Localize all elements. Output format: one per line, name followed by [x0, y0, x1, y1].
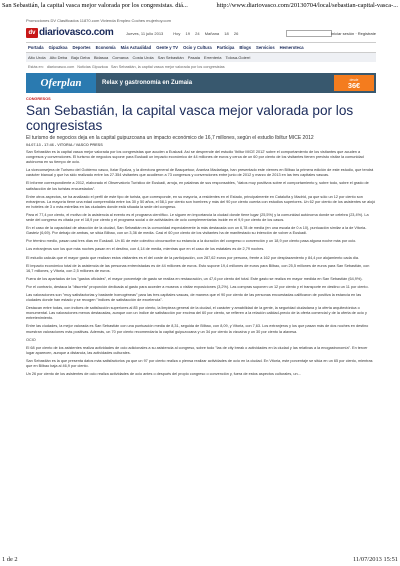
article-paragraph: El informe correspondiente a 2012, elaborado el Observatorio Turístico de Euskadi, arroja, en palabras de sus responsables, "datos muy positivos sobre el comportamiento y, sobre todo, sobre el grado de satisfacción de los turistas encuestados". — [26, 181, 369, 191]
nav-item-deportes[interactable]: Deportes — [72, 45, 91, 50]
nav-item-ocio-cultura[interactable]: Ocio y Cultura — [183, 45, 212, 50]
subnav-item[interactable]: Alto Urola — [28, 55, 46, 60]
article-lead: El turismo de negocios deja en la capital guipuzcoana un impacto económico de 16,7 millones, según el estudio Ibiltur MICE 2012 — [26, 135, 314, 141]
weather-tomorrow-min: 18 — [224, 31, 229, 36]
breadcrumb-prefix: Estás en: — [28, 65, 44, 69]
nav-item-gente-tv[interactable]: Gente y TV — [156, 45, 179, 50]
breadcrumb-current: San Sebastián, la capital vasca mejor valorada por los congresistas — [110, 65, 225, 69]
search-input[interactable] — [286, 30, 332, 37]
article-dateline: 04.07.13 - 17:46 - VITORIA / VASCO PRESS — [26, 143, 103, 147]
oferplan-logo: Oferplan — [26, 73, 96, 93]
article-body — [26, 150, 376, 377]
breadcrumb-item[interactable]: diariovasco.com — [46, 65, 75, 69]
current-date: Jueves, 11 julio 2013 — [126, 31, 164, 36]
article-paragraph: Para el 77,4 por ciento, el motivo de la asistencia al evento es el programa científico. Le siguen en importancia la ciudad donde tiene lugar (25,5%) y la comunidad autónoma donde se celebra (23,4%). La sede del congreso es citada por el 18,9 por ciento y el programa social o de actividades de ocio complementarias incide en el 9,9 por ciento de los casos. — [26, 212, 369, 223]
site-logo[interactable] — [26, 27, 113, 38]
article-paragraph: Destacan entre todas, con índices de satisfacción superiores al 85 por ciento, la limpieza general de la ciudad, el carácter y amabilidad de la gente, la seguridad ciudadana y la oferta arquitectónica o monumental. Las valoraciones menos destacadas, aunque con un índice de satisfacción por encima del 60 por ciento, se refieren a la relación calidad-precio de la oferta comercial y de la oferta de ocio y entretenimiento. — [26, 306, 367, 321]
subnav-item[interactable]: Errenteria — [203, 55, 222, 60]
print-header-title: San Sebastián, la capital vasca mejor valorada por los congresistas. diá... — [2, 2, 188, 9]
article-paragraph: San Sebastián es la capital vasca mejor valorada por los congresistas que acuden a Euskadi. Así se desprende del estudio 'Ibiltur MICE 2012' sobre el comportamiento de los visitantes que acuden a congresos y convenciones. El turismo de negocios supone para Euskadi un impacto económico de 44 millones de euros y cerca de un 60 por ciento de los visitantes tienen previsto visitar la comunidad autónoma en su tiempo de ocio. — [26, 150, 364, 165]
main-nav — [26, 42, 376, 53]
print-footer — [0, 554, 400, 566]
subnav-item[interactable]: San Sebastián — [157, 55, 184, 60]
nav-item-portada[interactable]: Portada — [28, 45, 44, 50]
article-subheading: OCIO — [26, 337, 36, 342]
article-paragraph: El 68 por ciento de los asistentes realiza actividades de ocio adicionales a su asistencia al congreso, sobre todo "las de city break o actividades en la ciudad y las relativas a la enogastronomía". En tercer lugar aparecen, aunque a distancia, las actividades culturales. — [26, 345, 368, 355]
print-header-url: http://www.diariovasco.com/20130704/local/sebastian-capital-vasca-... — [216, 2, 398, 9]
logo-name: diariovasco.com — [39, 27, 114, 38]
weather-label-today: Hoy — [173, 31, 181, 36]
logo-mark-icon: dv — [26, 28, 38, 38]
article-section: CONGRESOS — [26, 97, 51, 101]
page-count: 1 de 2 — [2, 556, 18, 563]
login-link[interactable]: Iniciar sesión — [330, 31, 355, 36]
article-paragraph: Un 26 por ciento de los asistentes de ocio realiza actividades de ocio antes o después del propio congreso o convención y, fuera de estos aspectos culturales, un... — [26, 372, 301, 377]
subnav-item[interactable]: Tolosa-Goierri — [225, 55, 251, 60]
page-content — [26, 18, 376, 377]
weather-label-tomorrow: Mañana — [204, 31, 220, 36]
article-paragraph: San Sebastián es la que presenta datos más satisfactorios ya que un 97 por ciento realiza o piensa realizar actividades de ocio en la ciudad. En Vitoria, este porcentaje se sitúa en un 65 por ciento, mientras que en Bilbao baja al 46,9 por ciento. — [26, 358, 373, 368]
register-link[interactable]: Registrate — [357, 31, 376, 36]
ad-text: Relax y gastronomía en Zumaia — [102, 79, 193, 86]
print-header — [0, 0, 400, 12]
article-paragraph: Las valoraciones son "muy satisfactorias y bastante homogéneas" para las tres capitales vascas, de manera que el 90 por ciento de las personas encuestadas calificaron de positiva la estancia en las ciudades donde han estado y se recogen "índices de satisfacción de excelencia". — [26, 292, 362, 303]
article-paragraph: Entre otros aspectos, se ha analizado el perfil de este tipo de turista, que corresponde, en su mayoría, a residentes en el Estado, principalmente en Cataluña y Madrid, ya que sólo un 12 por ciento son extranjeros. La mayoría tiene una edad comprendida entre los 30 y 50 años, el 58,1 por ciento son hombres y más del 90 por ciento cuenta con estudios superiores. Un 62 por ciento de los asistentes se alojó en hoteles de 3 o más estrellas en las ciudades donde está situada la sede del congreso. — [26, 194, 376, 209]
nav-item-servicios[interactable]: Servicios — [256, 45, 275, 50]
ad-price: 36€ — [347, 81, 361, 90]
article-paragraph: Por término medio, pasan casi tres días en Euskadi. Un 81 de este colectivo circunscribe su estancia a la duración del congreso o convención y un 18,9 por ciento pasa alguna noche más por ocio. — [26, 239, 357, 244]
breadcrumb-item[interactable]: Noticias Gipuzkoa — [77, 65, 108, 69]
subnav-item[interactable]: Pasaia — [187, 55, 200, 60]
article-paragraph: La viceconsejera de Turismo del Gobierno vasco, Itziar Epalza, y la directora general de Basquetour, Arantza Madariaga, han presentado este viernes en Bilbao la primera edición de este estudio, que tendrá carácter bianual y que ha sido realizado entre los 27.354 visitantes que acudieron a 73 congresos y convenciones entre junio de 2012 y marzo de 2013 en las tres capitales vascas. — [26, 168, 374, 178]
subnav-item[interactable]: Bajo Deba — [71, 55, 90, 60]
breadcrumb — [26, 62, 376, 72]
subnav-item[interactable]: Costa Urola — [132, 55, 154, 60]
nav-item-blogs[interactable]: Blogs — [239, 45, 252, 50]
article-paragraph: Por el contrario, destaca la "discreta" proporción dedicada al gasto para acceder a museos o visitar exposiciones (3,2%). Las compras suponen un 12 por ciento y el transporte en destino un 11 por ciento. — [26, 284, 369, 289]
article-paragraph: Entre las ciudades, la mejor valorada es San Sebastián con una puntuación media de 8,31, seguida de Bilbao, con 8,09, y Vitoria, con 7,63. Los extranjeros y los que pasan más de dos noches en destino muestran valoraciones más positivas. Además, un 70 por ciento recomendaría la capital guipuzcoana y un 34 por ciento la vizcaína y un 30 por ciento la alavesa. — [26, 324, 369, 334]
weather-today-min: 19 — [185, 31, 190, 36]
weather-widget[interactable] — [173, 31, 242, 36]
ad-price-badge — [334, 75, 374, 91]
article-paragraph: El impacto económico total de la asistencia de las personas entrevistadas es de 44 millones de euros. Esto supone 19,4 millones de euros para Bilbao, con 25,5 millones de euros para San Sebastián, con 16,7 millones, y Vitoria, con 2,5 millones de euros. — [26, 263, 370, 273]
article-paragraph: El estudio calcula que el mayor gasto que realizan estos visitantes es el del coste de la participación, con 287,62 euros por persona, frente a 162 por desplazamiento y 84,4 por alojamiento cada día. — [26, 255, 360, 260]
brand-meta — [126, 31, 242, 36]
weather-tomorrow-max: 26 — [233, 31, 239, 36]
top-links[interactable]: Promociones DV Clasificados 11870.com Vivienda Empleo Coches mujerhoy.com — [26, 18, 171, 23]
nav-item-economia[interactable]: Economía — [95, 45, 116, 50]
subnav-item[interactable]: Bidasoa — [93, 55, 109, 60]
weather-today-max: 24 — [195, 31, 200, 36]
nav-item-hemeroteca[interactable]: Hemeroteca — [279, 45, 304, 50]
brand-row — [26, 27, 376, 41]
print-timestamp: 11/07/2013 15:51 — [352, 556, 398, 563]
account-links: Iniciar sesión · Registrate — [330, 31, 376, 36]
sub-nav — [26, 53, 376, 62]
oferplan-ad-banner[interactable] — [26, 73, 376, 93]
subnav-item[interactable]: Alto Deba — [49, 55, 68, 60]
article-paragraph: Los extranjeros son los que más noches pasan en el destino, con 4,14 de media, mientras que en el caso de los estatales es de 2,79 noches. — [26, 247, 265, 252]
subnav-item[interactable]: Comarca — [112, 55, 129, 60]
ad-price-from: desde — [349, 78, 359, 82]
article-title: San Sebastián, la capital vasca mejor valorada por los congresistas — [26, 103, 354, 133]
nav-item-participa[interactable]: Participa — [216, 45, 235, 50]
article-paragraph: Fuera de los apartados de los "gastos oficiales", el mayor porcentaje de gasto se realiza en restauración, un 47,6 por ciento del total. Este gasto se realiza en mayor medida en San Sebastián (64,9%). — [26, 276, 363, 281]
nav-item-gipuzkoa[interactable]: Gipuzkoa — [48, 45, 68, 50]
nav-item-mas-actualidad[interactable]: Más Actualidad — [120, 45, 152, 50]
article-paragraph: En el caso de la capacidad de atracción de la ciudad, San Sebastián es la comunidad especialmente la más destacada con un 6,78 de media (en una escala de 0 a 10), puntuación similar a la de Vitoria-Gasteiz (6,69). Por debajo de ambas, se sitúa Bilbao, con un 3,36 de media. Casi el 60 por ciento de los visitantes ha de manifestado su intención de volver a Euskadi. — [26, 226, 367, 236]
